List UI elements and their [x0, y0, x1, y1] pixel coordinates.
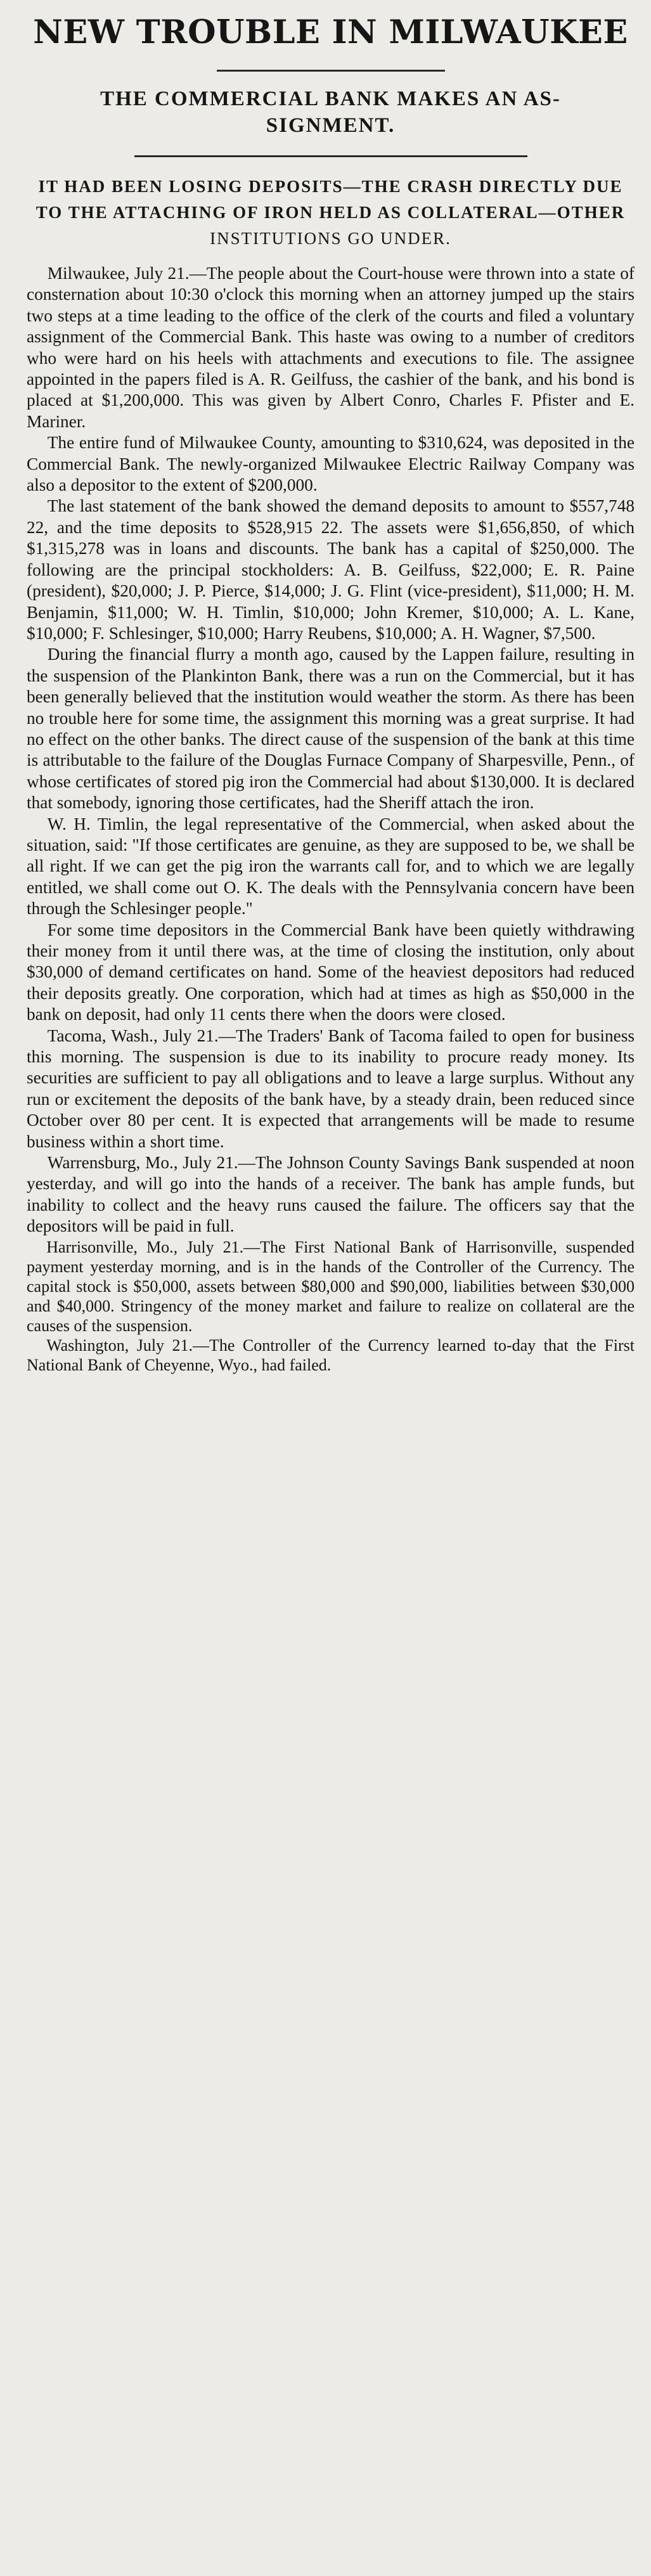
paragraph-milwaukee-assignment: Milwaukee, July 21.—The people about the Court-house were thrown into a state of consternation about 10:30 o'clock this morning when an attorney jumped up the stairs two steps at a time leading to the office of the clerk of the courts and filed a voluntary assignment of the Commercial Bank. This haste was owing to a number of creditors who were hard on his heels with attachments and executions to file. The assignee appointed in the papers filed is A. R. Geilfuss, the cashier of the bank, and his bond is placed at $1,200,000. This was given by Albert Conro, Charles F. Pfister and E. Mariner. [27, 264, 635, 431]
subdeck-tail: INSTITUTIONS GO UNDER. [210, 229, 451, 248]
paragraph-washington: Washington, July 21.—The Controller of the Currency learned to-day that the First National Bank of Cheyenne, Wyo., had failed. [27, 1336, 635, 1374]
paragraph-bank-statement: The last statement of the bank showed the demand deposits to amount to $557,748 22, and the time deposits to $528,915 22. The assets were $1,656,850, of which $1,315,278 was in loans and discounts. The bank has a capital of $250,000. The following are the principal stockholders: A. B. Geilfuss, $22,000; E. R. Paine (president), $20,000; J. P. Pierce, $14,000; J. G. Flint (vice-president), $11,000; H. M. Benjamin, $11,000; W. H. Timlin, $10,000; John Kremer, $10,000; A. L. Kane, $10,000; F. Schlesinger, $10,000; Harry Reubens, $10,000; A. H. Wagner, $7,500. [27, 496, 635, 643]
deck: THE COMMERCIAL BANK MAKES AN AS-SIGNMENT. [100, 87, 561, 137]
article-body [27, 263, 635, 1375]
paragraph-warrensburg: Warrensburg, Mo., July 21.—The Johnson County Savings Bank suspended at noon yesterday, and will go into the hands of a receiver. The bank has ample funds, but inability to collect and the heavy runs caused the failure. The officers say that the depositors will be paid in full. [27, 1153, 635, 1236]
paragraph-tacoma: Tacoma, Wash., July 21.—The Traders' Bank of Tacoma failed to open for business this morning. The suspension is due to its inability to procure ready money. Its securities are sufficient to pay all obligations and to leave a large surplus. Without any run or excitement the deposits of the bank have, by a steady drain, been reduced since October over 80 per cent. It is expected that arrangements will be made to resume business within a short time. [27, 1026, 635, 1151]
subdeck-lead: IT HAD BEEN LOSING DEPOSITS—THE CRASH DIRECTLY DUE TO THE ATTACHING OF IRON HELD AS COLLATERAL—OTHER [35, 177, 626, 222]
paragraph-financial-flurry: During the financial flurry a month ago, caused by the Lappen failure, resulting in the suspension of the Plankinton Bank, there was a run on the Commercial, but it has been generally believed that the institution would weather the storm. As there has been no trouble here for some time, the assignment this morning was a great surprise. It had no effect on the other banks. The direct cause of the suspension of the bank at this time is attributable to the failure of the Douglas Furnace Company of Sharpesville, Penn., of whose certificates of stored pig iron the Commercial had about $130,000. It is declared that somebody, ignoring those certificates, had the Sheriff attach the iron. [27, 645, 635, 813]
subdeck [30, 174, 631, 252]
paragraph-depositors-withdrawing: For some time depositors in the Commercial Bank have been quietly withdrawing their money from it until there was, at the time of closing the institution, only about $30,000 of demand certificates on hand. Some of the heaviest depositors had reduced their deposits greatly. One corporation, which had at times as high as $50,000 in the bank on deposit, had only 11 cents there when the doors were closed. [27, 920, 635, 1024]
headline-rule [217, 70, 445, 72]
headline: NEW TROUBLE IN MILWAUKEE [33, 13, 628, 51]
paragraph-county-fund: The entire fund of Milwaukee County, amounting to $310,624, was deposited in the Commercial Bank. The newly-organized Milwaukee Electric Railway Company was also a depositor to the extent of $200,000. [27, 433, 635, 495]
paragraph-harrisonville: Harrisonville, Mo., July 21.—The First National Bank of Harrisonville, suspended payment yesterday morning, and is in the hands of the Controller of the Currency. The capital stock is $50,000, assets between $80,000 and $90,000, liabilities between $30,000 and $40,000. Stringency of the money market and failure to realize on collateral are the causes of the suspension. [27, 1237, 635, 1335]
deck-rule [134, 155, 527, 157]
paragraph-timlin-quote: W. H. Timlin, the legal representative of the Commercial, when asked about the situation, said: "If those certificates are genuine, as they are supposed to be, we shall be all right. If we can get the pig iron the warrants call for, and to which we are legally entitled, we shall come out O. K. The deals with the Pennsylvania concern have been through the Schlesinger people." [27, 814, 635, 918]
